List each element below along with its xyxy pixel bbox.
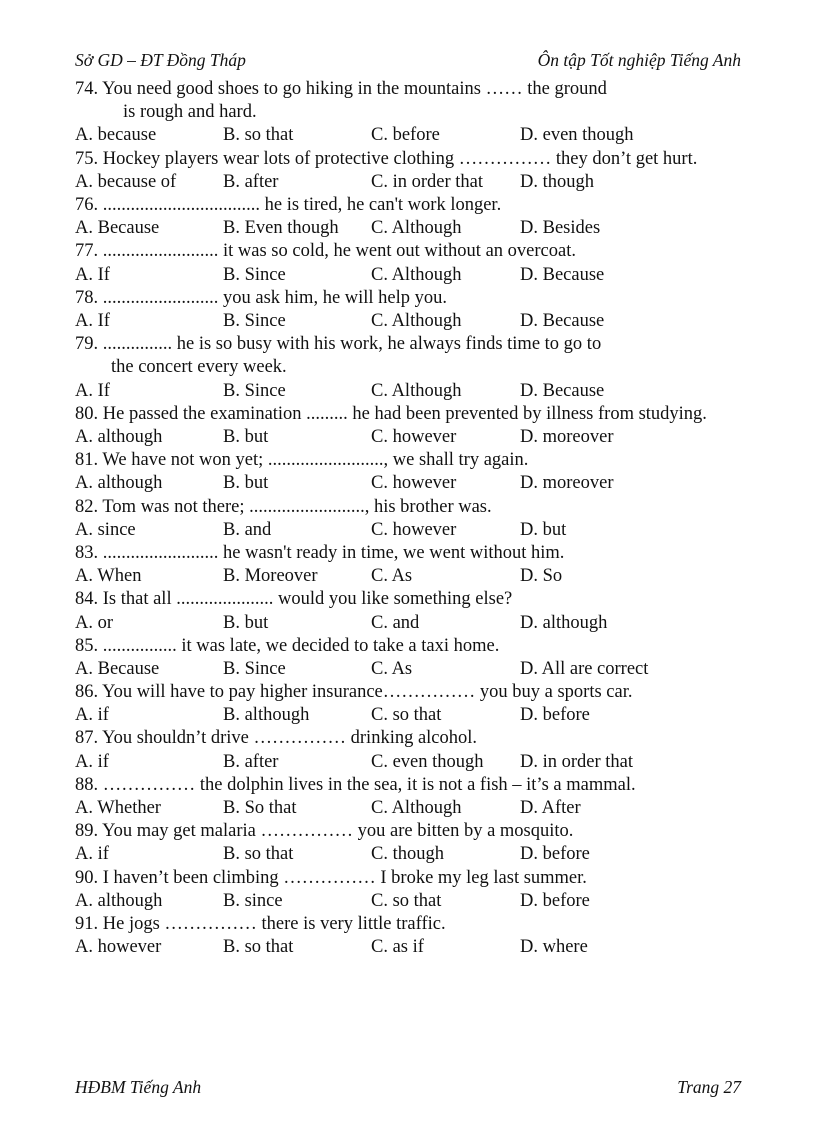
option-b: B. Since (223, 658, 286, 679)
answer-options (75, 472, 741, 495)
question-84 (75, 588, 741, 611)
question-88 (75, 774, 741, 797)
answer-options (75, 704, 741, 727)
option-d: D. Because (520, 264, 605, 285)
option-d: D. before (520, 705, 590, 726)
question-80 (75, 403, 741, 426)
question-79 (75, 333, 741, 379)
answer-options (75, 565, 741, 588)
option-d: D. Because (520, 310, 605, 331)
footer-left: HĐBM Tiếng Anh (75, 1077, 202, 1097)
question-89 (75, 820, 741, 843)
option-a: A. or (75, 612, 114, 633)
option-a: A. because (75, 125, 157, 146)
answer-options (75, 124, 741, 147)
option-d: D. though (520, 171, 594, 192)
answer-options (75, 936, 741, 959)
option-b: B. Moreover (223, 566, 318, 587)
question-stem: 79. ............... he is so busy with his work, he always finds time to go to (75, 334, 602, 355)
option-d: D. but (520, 519, 567, 540)
option-c: C. in order that (371, 171, 484, 192)
option-c: C. Although (371, 798, 462, 819)
question-90 (75, 867, 741, 890)
answer-options (75, 171, 741, 194)
option-b: B. Since (223, 264, 286, 285)
option-a: A. If (75, 264, 110, 285)
question-75 (75, 148, 741, 171)
answer-options (75, 519, 741, 542)
page-footer (75, 1077, 741, 1101)
option-a: A. Because (75, 658, 160, 679)
question-stem: 84. Is that all ..................... would you like something else? (75, 589, 513, 610)
option-b: B. Even though (223, 218, 339, 239)
question-76 (75, 194, 741, 217)
question-list (75, 78, 741, 959)
option-d: D. although (520, 612, 608, 633)
option-d: D. So (520, 566, 563, 587)
option-b: B. but (223, 426, 269, 447)
option-a: A. since (75, 519, 136, 540)
question-stem-continuation: is rough and hard. (123, 102, 257, 123)
question-stem: 83. ......................... he wasn't ready in time, we went without him. (75, 542, 565, 563)
option-c: C. even though (371, 751, 484, 772)
option-c: C. Although (371, 218, 462, 239)
question-stem: 75. Hockey players wear lots of protective clothing …………… they don’t get hurt. (75, 148, 698, 169)
answer-options (75, 612, 741, 635)
option-b: B. although (223, 705, 310, 726)
option-d: D. where (520, 937, 588, 958)
option-b: B. but (223, 473, 269, 494)
question-stem-continuation: the concert every week. (111, 357, 287, 378)
question-87 (75, 727, 741, 750)
question-stem: 85. ................ it was late, we decided to take a taxi home. (75, 635, 500, 656)
option-c: C. before (371, 125, 440, 146)
option-a: A. because of (75, 171, 177, 192)
option-d: D. before (520, 890, 590, 911)
option-a: A. If (75, 380, 110, 401)
question-85 (75, 635, 741, 658)
option-a: A. although (75, 426, 163, 447)
question-stem: 86. You will have to pay higher insurance…………… you buy a sports car. (75, 682, 633, 703)
question-stem: 88. …………… the dolphin lives in the sea, it is not a fish – it’s a mammal. (75, 774, 636, 795)
question-stem: 74. You need good shoes to go hiking in the mountains …… the ground (75, 79, 607, 99)
option-d: D. in order that (520, 751, 634, 772)
question-82 (75, 496, 741, 519)
option-c: C. so that (371, 890, 442, 911)
answer-options (75, 380, 741, 403)
question-stem: 81. We have not won yet; ........................., we shall try again. (75, 450, 529, 471)
answer-options (75, 797, 741, 820)
option-a: A. if (75, 705, 109, 726)
question-81 (75, 449, 741, 472)
question-stem: 76. .................................. he is tired, he can't work longer. (75, 194, 502, 215)
option-b: B. and (223, 519, 272, 540)
question-stem: 80. He passed the examination ......... he had been prevented by illness from studying. (75, 403, 707, 424)
option-a: A. although (75, 473, 163, 494)
option-b: B. so that (223, 937, 294, 958)
answer-options (75, 264, 741, 287)
answer-options (75, 751, 741, 774)
question-stem: 77. ......................... it was so cold, he went out without an overcoat. (75, 241, 576, 262)
option-c: C. though (371, 844, 444, 865)
option-d: D. moreover (520, 426, 614, 447)
option-d: D. After (520, 798, 581, 819)
option-c: C. Although (371, 310, 462, 331)
option-d: D. moreover (520, 473, 614, 494)
question-86 (75, 681, 741, 704)
question-stem: 78. ......................... you ask him, he will help you. (75, 287, 448, 308)
option-b: B. so that (223, 844, 294, 865)
option-d: D. Besides (520, 218, 601, 239)
question-stem: 89. You may get malaria …………… you are bitten by a mosquito. (75, 821, 574, 842)
page-number: Trang 27 (677, 1077, 741, 1097)
question-91 (75, 913, 741, 936)
option-a: A. If (75, 310, 110, 331)
option-c: C. however (371, 473, 457, 494)
option-b: B. since (223, 890, 283, 911)
question-74 (75, 78, 741, 124)
option-b: B. after (223, 171, 279, 192)
option-b: B. but (223, 612, 269, 633)
option-c: C. however (371, 519, 457, 540)
option-d: D. Because (520, 380, 605, 401)
option-b: B. Since (223, 380, 286, 401)
header-left: Sở GD – ĐT Đồng Tháp (75, 50, 246, 70)
header-right: Ôn tập Tốt nghiệp Tiếng Anh (537, 50, 741, 70)
option-c: C. as if (371, 937, 424, 958)
question-stem: 87. You shouldn’t drive …………… drinking alcohol. (75, 728, 478, 749)
option-c: C. As (371, 658, 413, 679)
option-b: B. So that (223, 798, 297, 819)
option-a: A. although (75, 890, 163, 911)
question-stem: 91. He jogs …………… there is very little traffic. (75, 914, 446, 935)
option-c: C. however (371, 426, 457, 447)
question-83 (75, 542, 741, 565)
option-b: B. so that (223, 125, 294, 146)
option-d: D. before (520, 844, 590, 865)
option-a: A. Whether (75, 798, 161, 819)
option-c: C. so that (371, 705, 442, 726)
question-stem: 90. I haven’t been climbing …………… I broke my leg last summer. (75, 867, 587, 888)
answer-options (75, 843, 741, 866)
option-c: C. Although (371, 264, 462, 285)
option-b: B. Since (223, 310, 286, 331)
question-77 (75, 240, 741, 263)
option-a: A. if (75, 844, 109, 865)
option-a: A. if (75, 751, 109, 772)
option-d: D. All are correct (520, 658, 649, 679)
option-c: C. Although (371, 380, 462, 401)
option-a: A. When (75, 566, 142, 587)
option-c: C. As (371, 566, 413, 587)
page-header (75, 50, 741, 74)
option-d: D. even though (520, 125, 634, 146)
answer-options (75, 426, 741, 449)
option-b: B. after (223, 751, 279, 772)
answer-options (75, 310, 741, 333)
option-c: C. and (371, 612, 420, 633)
question-78 (75, 287, 741, 310)
answer-options (75, 658, 741, 681)
option-a: A. however (75, 937, 162, 958)
answer-options (75, 217, 741, 240)
question-stem: 82. Tom was not there; ........................., his brother was. (75, 496, 492, 517)
answer-options (75, 890, 741, 913)
option-a: A. Because (75, 218, 160, 239)
